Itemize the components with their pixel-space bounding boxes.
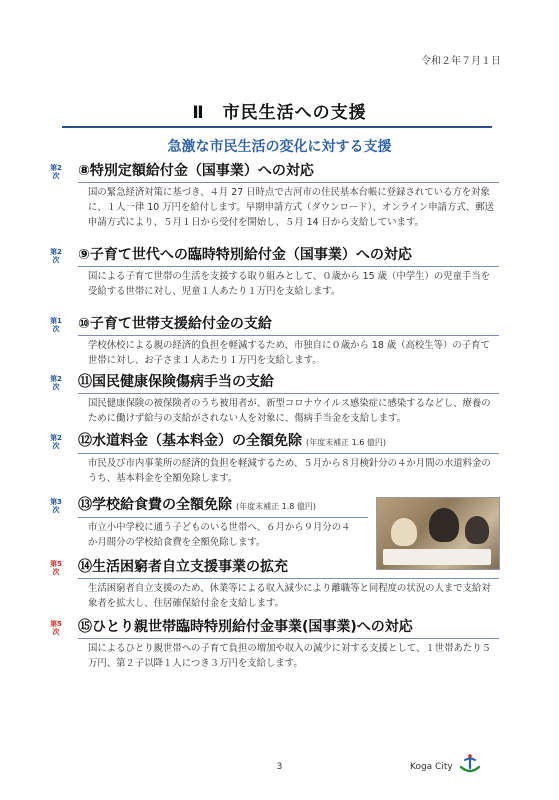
item-body: 国民健康保険の被保険者のうち被用者が、新型コロナウイルス感染症に感染するなどし、療養のために働けず給与の支給がされない人を対象に、傷病手当金を支給します。 (88, 398, 491, 424)
item-body: 生活困窮者自立支援のため、休業等による収入減少により離職等と同程度の状況の人まで支給対象者を拡大し、住居確保給付金を支給します。 (88, 583, 491, 609)
phase-badge: 第2次 (50, 434, 62, 450)
heading-underline (78, 453, 499, 454)
item-heading: ⑩子育て世帯支援給付金の支給 (78, 316, 272, 332)
support-item (0, 618, 559, 673)
item-heading: ⑧特別定額給付金（国事業）への対応 (78, 163, 314, 179)
item-heading: ⑮ひとり親世帯臨時特別給付金事業(国事業)への対応 (78, 619, 413, 635)
support-item (0, 162, 559, 232)
date-label: 令和２年７月１日 (421, 56, 501, 67)
section-subtitle: 急激な市民生活の変化に対する支援 (167, 139, 392, 155)
support-item (0, 432, 559, 492)
item-body: 国によるひとり親世帯への子育て負担の増加や収入の減少に対する支援として、１世帯あたり５万円、第２子以降１人につき３万円を支給します。 (88, 643, 491, 669)
photo-tray (383, 549, 491, 565)
heading-underline (78, 393, 499, 394)
school-lunch-photo (376, 497, 500, 570)
photo-figure (465, 516, 489, 544)
section-title-rule (62, 126, 492, 128)
support-item-list (0, 162, 559, 673)
heading-underline (78, 517, 368, 518)
photo-figure (391, 518, 417, 546)
heading-underline (78, 182, 499, 183)
section-title: Ⅱ 市民生活への支援 (192, 103, 367, 123)
phase-badge: 第1次 (50, 317, 62, 333)
city-name: Koga City (410, 762, 453, 772)
phase-badge: 第5次 (50, 620, 62, 636)
item-heading: ⑨子育て世代への臨時特別給付金（国事業）への対応 (78, 247, 412, 263)
item-heading: ⑪国民健康保険傷病手当の支給 (78, 374, 274, 390)
item-body: 国の緊急経済対策に基づき、４月 27 日時点で古河市の住民基本台帳に登録されている方を対象に、１人一律 10 万円を給付します。早期申請方式（ダウンロード）、オンライン申請方式、郵送申請方式により、５月１日から受付を開始し、５月 14 日から支給しています。 (88, 187, 494, 228)
phase-badge: 第2次 (50, 164, 62, 180)
budget-note: (年度末補正 1.8 億円) (236, 502, 317, 511)
heading-underline (78, 638, 499, 639)
item-body: 国による子育て世帯の生活を支援する取り組みとして、０歳から 15 歳（中学生）の児童手当を受給する世帯に対し、児童１人あたり１万円を支給します。 (88, 271, 491, 297)
support-item (0, 246, 559, 313)
heading-underline (78, 335, 499, 336)
phase-badge: 第2次 (50, 248, 62, 264)
item-body: 市立小中学校に通う子どものいる世帯へ、６月から９月分の４か月間分の学校給食費を全額免除します。 (88, 522, 351, 548)
heading-underline (78, 266, 499, 267)
phase-badge: 第5次 (50, 560, 62, 576)
support-item (0, 315, 559, 370)
photo-figure (429, 508, 459, 542)
item-heading: ⑬学校給食費の全額免除 (年度末補正 1.8 億円) (78, 497, 317, 513)
item-heading: ⑫水道料金（基本料金）の全額免除 (年度末補正 1.6 億円) (78, 433, 387, 449)
phase-badge: 第3次 (50, 498, 62, 514)
page-number: 3 (276, 762, 283, 772)
budget-note: (年度末補正 1.6 億円) (306, 438, 387, 447)
item-heading: ⑭生活困窮者自立支援事業の拡充 (78, 559, 288, 575)
item-body: 学校休校による親の経済的負担を軽減するため、市独自に０歳から 18 歳（高校生等）の子育て世帯に対し、お子さま１人あたり１万円を支給します。 (88, 340, 490, 366)
heading-underline (78, 578, 499, 579)
support-item (0, 373, 559, 428)
item-body: 市民及び市内事業所の経済的負担を軽減するため、５月から８月検針分の４か月間の水道料金のうち、基本料金を全額免除します。 (88, 458, 491, 484)
koga-city-logo-icon (458, 753, 482, 777)
phase-badge: 第2次 (50, 375, 62, 391)
